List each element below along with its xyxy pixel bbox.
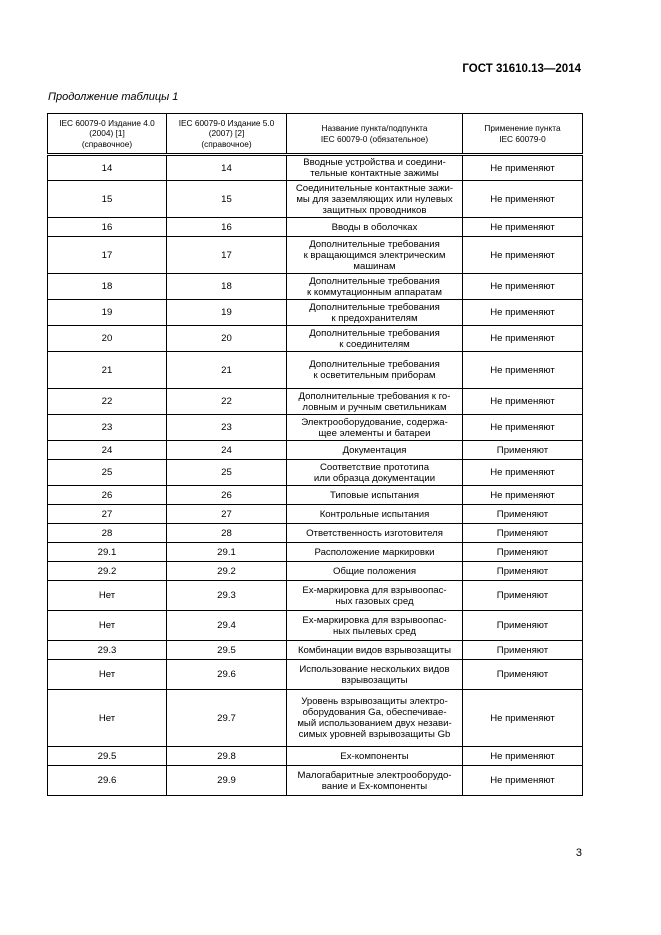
cell-edition-5: 23 <box>167 415 287 441</box>
cell-clause-name: Дополнительные требования к коммутационным аппаратам <box>287 274 463 300</box>
cell-clause-name: Дополнительные требования к соединителям <box>287 326 463 352</box>
cell-edition-5: 29.8 <box>167 747 287 766</box>
cell-edition-5: 17 <box>167 237 287 274</box>
cell-clause-name: Ex-маркировка для взрывоопас- ных пылевых сред <box>287 611 463 641</box>
cell-application: Не применяют <box>463 486 583 505</box>
cell-edition-5: 29.3 <box>167 581 287 611</box>
cell-edition-5: 20 <box>167 326 287 352</box>
cell-clause-name: Малогабаритные электрооборудо- вание и Ex-компоненты <box>287 766 463 796</box>
cell-clause-name: Типовые испытания <box>287 486 463 505</box>
cell-application: Не применяют <box>463 389 583 415</box>
table-row <box>48 524 583 543</box>
cell-edition-5: 25 <box>167 460 287 486</box>
cell-edition-4: 29.2 <box>48 562 167 581</box>
table-row <box>48 218 583 237</box>
table-row <box>48 352 583 389</box>
cell-application: Применяют <box>463 543 583 562</box>
cell-application: Применяют <box>463 611 583 641</box>
clause-table <box>47 113 583 796</box>
cell-application: Применяют <box>463 441 583 460</box>
table-row <box>48 441 583 460</box>
cell-application: Не применяют <box>463 181 583 218</box>
cell-edition-4: 27 <box>48 505 167 524</box>
cell-edition-5: 29.5 <box>167 641 287 660</box>
cell-edition-5: 18 <box>167 274 287 300</box>
table-row <box>48 155 583 181</box>
cell-edition-4: 17 <box>48 237 167 274</box>
cell-application: Применяют <box>463 505 583 524</box>
cell-clause-name: Дополнительные требования к вращающимся электрическим машинам <box>287 237 463 274</box>
cell-edition-4: 26 <box>48 486 167 505</box>
table-row <box>48 389 583 415</box>
cell-edition-4: 19 <box>48 300 167 326</box>
cell-clause-name: Ex-маркировка для взрывоопас- ных газовых сред <box>287 581 463 611</box>
cell-edition-5: 21 <box>167 352 287 389</box>
cell-edition-5: 27 <box>167 505 287 524</box>
cell-edition-4: 21 <box>48 352 167 389</box>
table-row <box>48 543 583 562</box>
cell-clause-name: Ex-компоненты <box>287 747 463 766</box>
cell-edition-5: 19 <box>167 300 287 326</box>
cell-edition-4: 22 <box>48 389 167 415</box>
cell-edition-4: 18 <box>48 274 167 300</box>
cell-edition-4: 15 <box>48 181 167 218</box>
cell-clause-name: Общие положения <box>287 562 463 581</box>
cell-edition-5: 28 <box>167 524 287 543</box>
table-row <box>48 486 583 505</box>
cell-application: Не применяют <box>463 352 583 389</box>
cell-clause-name: Комбинации видов взрывозащиты <box>287 641 463 660</box>
cell-edition-4: Нет <box>48 660 167 690</box>
cell-edition-5: 29.2 <box>167 562 287 581</box>
cell-edition-4: 16 <box>48 218 167 237</box>
cell-clause-name: Соответствие прототипа или образца документации <box>287 460 463 486</box>
table-row <box>48 300 583 326</box>
cell-application: Не применяют <box>463 415 583 441</box>
table-row <box>48 660 583 690</box>
cell-clause-name: Расположение маркировки <box>287 543 463 562</box>
column-header-application: Применение пункта IEC 60079-0 <box>463 114 583 155</box>
cell-edition-4: Нет <box>48 611 167 641</box>
cell-application: Не применяют <box>463 747 583 766</box>
cell-application: Применяют <box>463 660 583 690</box>
table-row <box>48 460 583 486</box>
cell-edition-4: 29.6 <box>48 766 167 796</box>
table-row <box>48 237 583 274</box>
table-row <box>48 690 583 747</box>
cell-edition-4: 24 <box>48 441 167 460</box>
cell-edition-4: 29.1 <box>48 543 167 562</box>
cell-clause-name: Электрооборудование, содержа- щее элементы и батареи <box>287 415 463 441</box>
cell-application: Применяют <box>463 581 583 611</box>
cell-application: Применяют <box>463 641 583 660</box>
cell-application: Не применяют <box>463 155 583 181</box>
cell-edition-5: 14 <box>167 155 287 181</box>
cell-edition-5: 29.1 <box>167 543 287 562</box>
cell-clause-name: Документация <box>287 441 463 460</box>
cell-clause-name: Контрольные испытания <box>287 505 463 524</box>
table-row <box>48 562 583 581</box>
cell-edition-5: 26 <box>167 486 287 505</box>
cell-application: Применяют <box>463 524 583 543</box>
table-row <box>48 581 583 611</box>
cell-clause-name: Дополнительные требования к го- ловным и ручным светильникам <box>287 389 463 415</box>
cell-edition-4: 29.5 <box>48 747 167 766</box>
table-row <box>48 747 583 766</box>
cell-clause-name: Дополнительные требования к предохранителям <box>287 300 463 326</box>
cell-application: Не применяют <box>463 460 583 486</box>
cell-edition-4: 23 <box>48 415 167 441</box>
table-caption: Продолжение таблицы 1 <box>48 91 179 103</box>
cell-application: Не применяют <box>463 274 583 300</box>
cell-application: Не применяют <box>463 237 583 274</box>
cell-edition-4: 29.3 <box>48 641 167 660</box>
cell-edition-4: 25 <box>48 460 167 486</box>
cell-application: Не применяют <box>463 326 583 352</box>
cell-clause-name: Соединительные контактные зажи- мы для заземляющих или нулевых защитных проводников <box>287 181 463 218</box>
cell-application: Не применяют <box>463 218 583 237</box>
cell-application: Не применяют <box>463 766 583 796</box>
cell-clause-name: Вводные устройства и соедини- тельные контактные зажимы <box>287 155 463 181</box>
cell-edition-5: 16 <box>167 218 287 237</box>
table-row <box>48 274 583 300</box>
cell-application: Не применяют <box>463 690 583 747</box>
cell-edition-4: Нет <box>48 581 167 611</box>
cell-edition-5: 29.6 <box>167 660 287 690</box>
cell-clause-name: Вводы в оболочках <box>287 218 463 237</box>
table-row <box>48 326 583 352</box>
table-row <box>48 415 583 441</box>
table-body <box>48 155 583 796</box>
table-row <box>48 505 583 524</box>
cell-edition-5: 29.9 <box>167 766 287 796</box>
column-header-clause-name: Название пункта/подпункта IEC 60079-0 (обязательное) <box>287 114 463 155</box>
cell-edition-4: 14 <box>48 155 167 181</box>
cell-edition-5: 29.7 <box>167 690 287 747</box>
cell-edition-4: Нет <box>48 690 167 747</box>
column-header-edition-4: IEC 60079-0 Издание 4.0 (2004) [1] (справочное) <box>48 114 167 155</box>
cell-clause-name: Дополнительные требования к осветительным приборам <box>287 352 463 389</box>
page-number: 3 <box>575 847 582 859</box>
cell-edition-4: 28 <box>48 524 167 543</box>
cell-clause-name: Использование нескольких видов взрывозащиты <box>287 660 463 690</box>
cell-edition-5: 24 <box>167 441 287 460</box>
cell-application: Не применяют <box>463 300 583 326</box>
table-row <box>48 641 583 660</box>
cell-edition-4: 20 <box>48 326 167 352</box>
cell-edition-5: 22 <box>167 389 287 415</box>
table-header-row <box>48 114 583 155</box>
document-code: ГОСТ 31610.13—2014 <box>462 63 581 75</box>
table-row <box>48 181 583 218</box>
table-row <box>48 766 583 796</box>
cell-application: Применяют <box>463 562 583 581</box>
cell-edition-5: 29.4 <box>167 611 287 641</box>
cell-edition-5: 15 <box>167 181 287 218</box>
cell-clause-name: Уровень взрывозащиты электро- оборудования Ga, обеспечивае- мый использованием двух незави- симых уровней взрывозащиты Gb <box>287 690 463 747</box>
table-row <box>48 611 583 641</box>
column-header-edition-5: IEC 60079-0 Издание 5.0 (2007) [2] (справочное) <box>167 114 287 155</box>
cell-clause-name: Ответственность изготовителя <box>287 524 463 543</box>
